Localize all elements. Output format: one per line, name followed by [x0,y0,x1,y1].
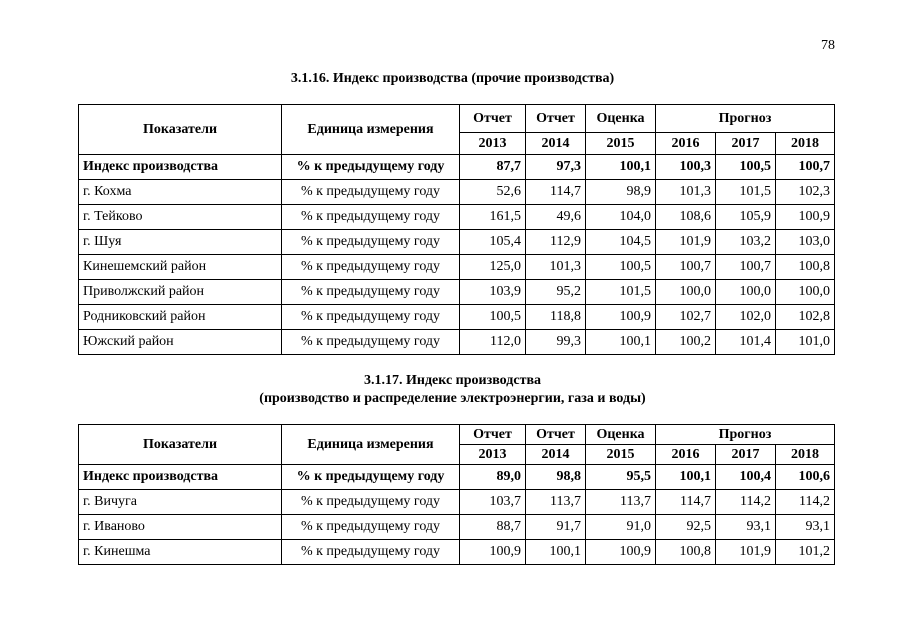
row-name: Кинешемский район [79,255,282,280]
row-unit: % к предыдущему году [282,280,460,305]
header-forecast: Прогноз [656,105,835,133]
row-value: 93,1 [716,515,776,540]
header-year: 2017 [716,133,776,155]
row-value: 112,0 [460,330,526,355]
row-value: 118,8 [526,305,586,330]
row-value: 101,2 [776,540,835,565]
row-value: 93,1 [776,515,835,540]
row-name: г. Кинешма [79,540,282,565]
row-name: Приволжский район [79,280,282,305]
row-unit: % к предыдущему году [282,305,460,330]
row-name: Индекс производства [79,465,282,490]
row-value: 89,0 [460,465,526,490]
row-value: 99,3 [526,330,586,355]
row-name: Индекс производства [79,155,282,180]
table2-caption-line1: 3.1.17. Индекс производства [363,373,542,388]
row-value: 125,0 [460,255,526,280]
row-value: 105,9 [716,205,776,230]
header-estimate: Оценка [586,105,656,133]
row-unit: % к предыдущему году [282,515,460,540]
row-value: 100,1 [586,155,656,180]
row-name: г. Шуя [79,230,282,255]
header-forecast: Прогноз [656,425,835,445]
row-name: г. Вичуга [79,490,282,515]
table-row [79,515,835,540]
row-unit: % к предыдущему году [282,205,460,230]
row-value: 88,7 [460,515,526,540]
production-index-table-other [78,104,835,355]
row-value: 100,5 [716,155,776,180]
row-value: 100,5 [586,255,656,280]
row-unit: % к предыдущему году [282,180,460,205]
row-value: 100,1 [586,330,656,355]
row-value: 52,6 [460,180,526,205]
row-value: 101,9 [716,540,776,565]
row-value: 100,4 [716,465,776,490]
row-unit: % к предыдущему году [282,255,460,280]
row-value: 102,7 [656,305,716,330]
row-value: 101,5 [586,280,656,305]
row-value: 91,0 [586,515,656,540]
row-value: 100,7 [716,255,776,280]
row-value: 114,2 [776,490,835,515]
row-value: 103,0 [776,230,835,255]
row-unit: % к предыдущему году [282,465,460,490]
row-value: 114,7 [526,180,586,205]
row-value: 49,6 [526,205,586,230]
table-row [79,230,835,255]
row-value: 100,8 [776,255,835,280]
row-unit: % к предыдущему году [282,540,460,565]
row-name: г. Кохма [79,180,282,205]
row-name: г. Тейково [79,205,282,230]
row-value: 112,9 [526,230,586,255]
row-value: 100,1 [526,540,586,565]
header-year: 2018 [776,445,835,465]
table-row [79,465,835,490]
header-estimate: Оценка [586,425,656,445]
header-unit: Единица измерения [282,425,460,465]
row-value: 101,3 [526,255,586,280]
row-value: 100,2 [656,330,716,355]
row-name: Родниковский район [79,305,282,330]
row-value: 114,2 [716,490,776,515]
row-value: 98,9 [586,180,656,205]
row-value: 100,8 [656,540,716,565]
header-report-2013: Отчет [460,425,526,445]
row-value: 102,3 [776,180,835,205]
row-value: 101,4 [716,330,776,355]
production-index-table-energy [78,424,835,565]
row-value: 100,0 [716,280,776,305]
row-value: 87,7 [460,155,526,180]
row-value: 100,6 [776,465,835,490]
header-year: 2013 [460,445,526,465]
row-value: 100,0 [656,280,716,305]
table-row [79,205,835,230]
header-year: 2017 [716,445,776,465]
header-year: 2013 [460,133,526,155]
header-year: 2014 [526,133,586,155]
row-value: 101,9 [656,230,716,255]
row-value: 113,7 [526,490,586,515]
header-year: 2018 [776,133,835,155]
table-row [79,280,835,305]
header-year: 2015 [586,445,656,465]
row-value: 100,9 [586,540,656,565]
row-value: 102,0 [716,305,776,330]
row-value: 91,7 [526,515,586,540]
row-value: 100,3 [656,155,716,180]
row-value: 100,7 [776,155,835,180]
row-value: 92,5 [656,515,716,540]
row-value: 98,8 [526,465,586,490]
row-value: 100,9 [776,205,835,230]
row-name: Южский район [79,330,282,355]
header-indicators: Показатели [79,105,282,155]
row-value: 100,5 [460,305,526,330]
header-indicators: Показатели [79,425,282,465]
table2-caption-line2: (производство и распределение электроэнергии, газа и воды) [259,391,646,406]
row-unit: % к предыдущему году [282,155,460,180]
row-value: 101,0 [776,330,835,355]
header-report-2014: Отчет [526,105,586,133]
table1-caption: 3.1.16. Индекс производства (прочие производства) [290,71,615,86]
row-value: 97,3 [526,155,586,180]
table-row [79,255,835,280]
header-report-2013: Отчет [460,105,526,133]
page-number: 78 [821,38,835,53]
table-row [79,305,835,330]
table2-caption [0,372,905,408]
header-year: 2015 [586,133,656,155]
header-year: 2016 [656,445,716,465]
row-value: 101,5 [716,180,776,205]
table-row [79,155,835,180]
row-value: 105,4 [460,230,526,255]
row-value: 104,0 [586,205,656,230]
row-value: 104,5 [586,230,656,255]
row-value: 113,7 [586,490,656,515]
row-value: 101,3 [656,180,716,205]
header-year: 2014 [526,445,586,465]
row-value: 100,9 [460,540,526,565]
row-value: 108,6 [656,205,716,230]
row-value: 103,9 [460,280,526,305]
row-value: 100,1 [656,465,716,490]
row-value: 102,8 [776,305,835,330]
row-value: 95,2 [526,280,586,305]
row-value: 103,7 [460,490,526,515]
row-value: 114,7 [656,490,716,515]
header-unit: Единица измерения [282,105,460,155]
header-report-2014: Отчет [526,425,586,445]
row-unit: % к предыдущему году [282,490,460,515]
table-row [79,180,835,205]
row-value: 100,0 [776,280,835,305]
table-row [79,330,835,355]
row-value: 100,9 [586,305,656,330]
row-unit: % к предыдущему году [282,330,460,355]
row-name: г. Иваново [79,515,282,540]
row-value: 161,5 [460,205,526,230]
table-row [79,490,835,515]
row-value: 100,7 [656,255,716,280]
row-unit: % к предыдущему году [282,230,460,255]
row-value: 95,5 [586,465,656,490]
header-year: 2016 [656,133,716,155]
row-value: 103,2 [716,230,776,255]
table-row [79,540,835,565]
